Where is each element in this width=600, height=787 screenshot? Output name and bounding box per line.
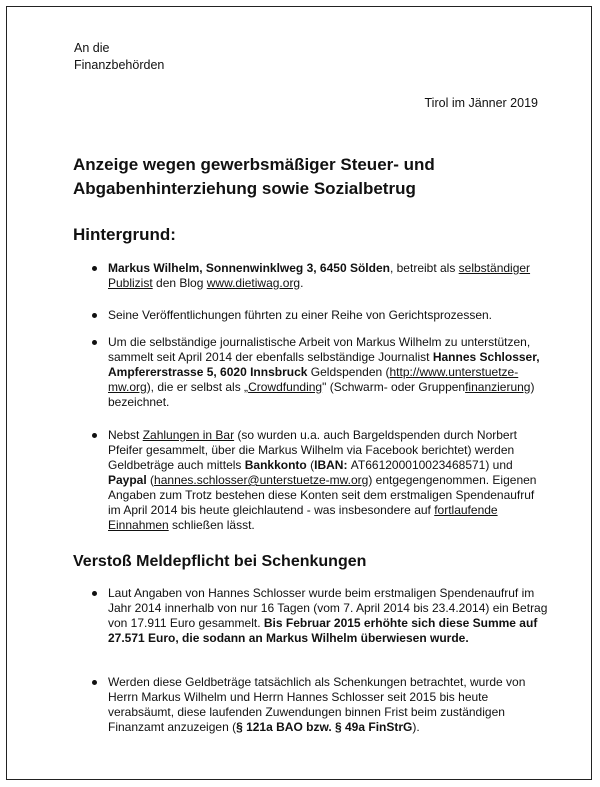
underlined-text: Zahlungen in Bar (142, 428, 235, 442)
address-line-2: Finanzbehörden (74, 58, 165, 72)
text: AT661200010023468571) und (350, 458, 513, 472)
list-item (88, 675, 548, 735)
text: Laut Angaben von Hannes Schlosser wurde beim erstmaligen Spendenaufruf im Jahr 2014 innerhalb von nur 16 Tagen (vom 7. April 2014 bis 23.4.2014) ein Betrag von 17.911 Euro gesammelt. (108, 586, 548, 630)
legal-reference: § 121a BAO bzw. § 49a FinStrG (236, 720, 413, 734)
text: . (300, 276, 304, 290)
bullet-icon (92, 680, 97, 685)
list-item (88, 261, 548, 308)
text: ( (146, 473, 155, 487)
website-link[interactable]: http://www.unterstuetze-mw.org (108, 365, 519, 394)
person-address: Hannes Schlosser, Ampfererstrasse 5, 6020 Innsbruck (108, 350, 540, 379)
section-heading-violation: Verstoß Meldepflicht bei Schenkungen (73, 553, 367, 570)
bold-text: Paypal (108, 473, 147, 487)
text: ) bezeichnet. (108, 380, 535, 409)
text: , betreibt als (389, 261, 459, 275)
underlined-text: finanzierung (465, 380, 531, 394)
text: Um die selbständige journalistische Arbeit von Markus Wilhelm zu unterstützen, sammelt seit April 2014 der ebenfalls selbständige Journalist (108, 335, 531, 364)
background-list (88, 261, 548, 533)
text: " (Schwarm- oder Gruppen (322, 380, 466, 394)
recipient-address (74, 40, 164, 74)
violation-list (88, 586, 548, 735)
text: ( (306, 458, 315, 472)
list-item (88, 308, 548, 335)
underlined-text: Crowdfunding (248, 380, 323, 394)
bullet-icon (92, 591, 97, 596)
title-line-1: Anzeige wegen gewerbsmäßiger Steuer- und (73, 155, 435, 174)
list-item (88, 586, 548, 675)
text: Nebst (108, 428, 143, 442)
list-item (88, 428, 548, 533)
bullet-icon (92, 266, 97, 271)
text: den Blog (152, 276, 207, 290)
bullet-icon (92, 313, 97, 318)
bold-text: Bankkonto (244, 458, 307, 472)
section-heading-background: Hintergrund: (73, 225, 176, 244)
bold-text: Bis Februar 2015 erhöhte sich diese Summe auf 27.571 Euro, die sodann an Markus Wilhelm überwiesen wurde. (108, 616, 538, 645)
document-title (73, 153, 543, 201)
date-line: Tirol im Jänner 2019 (424, 96, 538, 110)
bold-text: IBAN: (314, 458, 351, 472)
underlined-text: fortlaufende Einnahmen (108, 503, 498, 532)
bullet-icon (92, 340, 97, 345)
text: schließen lässt. (168, 518, 255, 532)
blog-link[interactable]: www.dietiwag.org (206, 276, 301, 290)
title-line-2: Abgabenhinterziehung sowie Sozialbetrug (73, 179, 416, 198)
address-line-1: An die (74, 41, 110, 55)
text: ) entgegengenommen. Eigenen Angaben zum Trotz bestehen diese Konten seit dem erstmaligen Spendenaufruf im April 2014 bis heute gleichlautend - was insbesondere auf (108, 473, 537, 517)
text: ), die er selbst als „ (146, 380, 249, 394)
underlined-text: selbständiger Publizist (108, 261, 531, 290)
text: (so wurden u.a. auch Bargeldspenden durch Norbert Pfeifer gesammelt, über die Markus Wilhelm via Facebook berichtet) werden Geldbeträge auch mittels (108, 428, 517, 472)
bullet-icon (92, 433, 97, 438)
person-address: Markus Wilhelm, Sonnenwinklweg 3, 6450 Sölden (108, 261, 390, 275)
list-item (88, 335, 548, 428)
text: Geldspenden ( (307, 365, 390, 379)
text: Seine Veröffentlichungen führten zu einer Reihe von Gerichtsprozessen. (108, 308, 493, 322)
text: ). (412, 720, 420, 734)
text: Werden diese Geldbeträge tatsächlich als Schenkungen betrachtet, wurde von Herrn Markus Wilhelm und Herrn Hannes Schlosser seit 2015 bis heute verabsäumt, diese laufenden Zuwendungen binnen Frist beim zuständigen Finanzamt anzuzeigen ( (108, 675, 526, 734)
email-link[interactable]: hannes.schlosser@unterstuetze-mw.org (154, 473, 369, 487)
